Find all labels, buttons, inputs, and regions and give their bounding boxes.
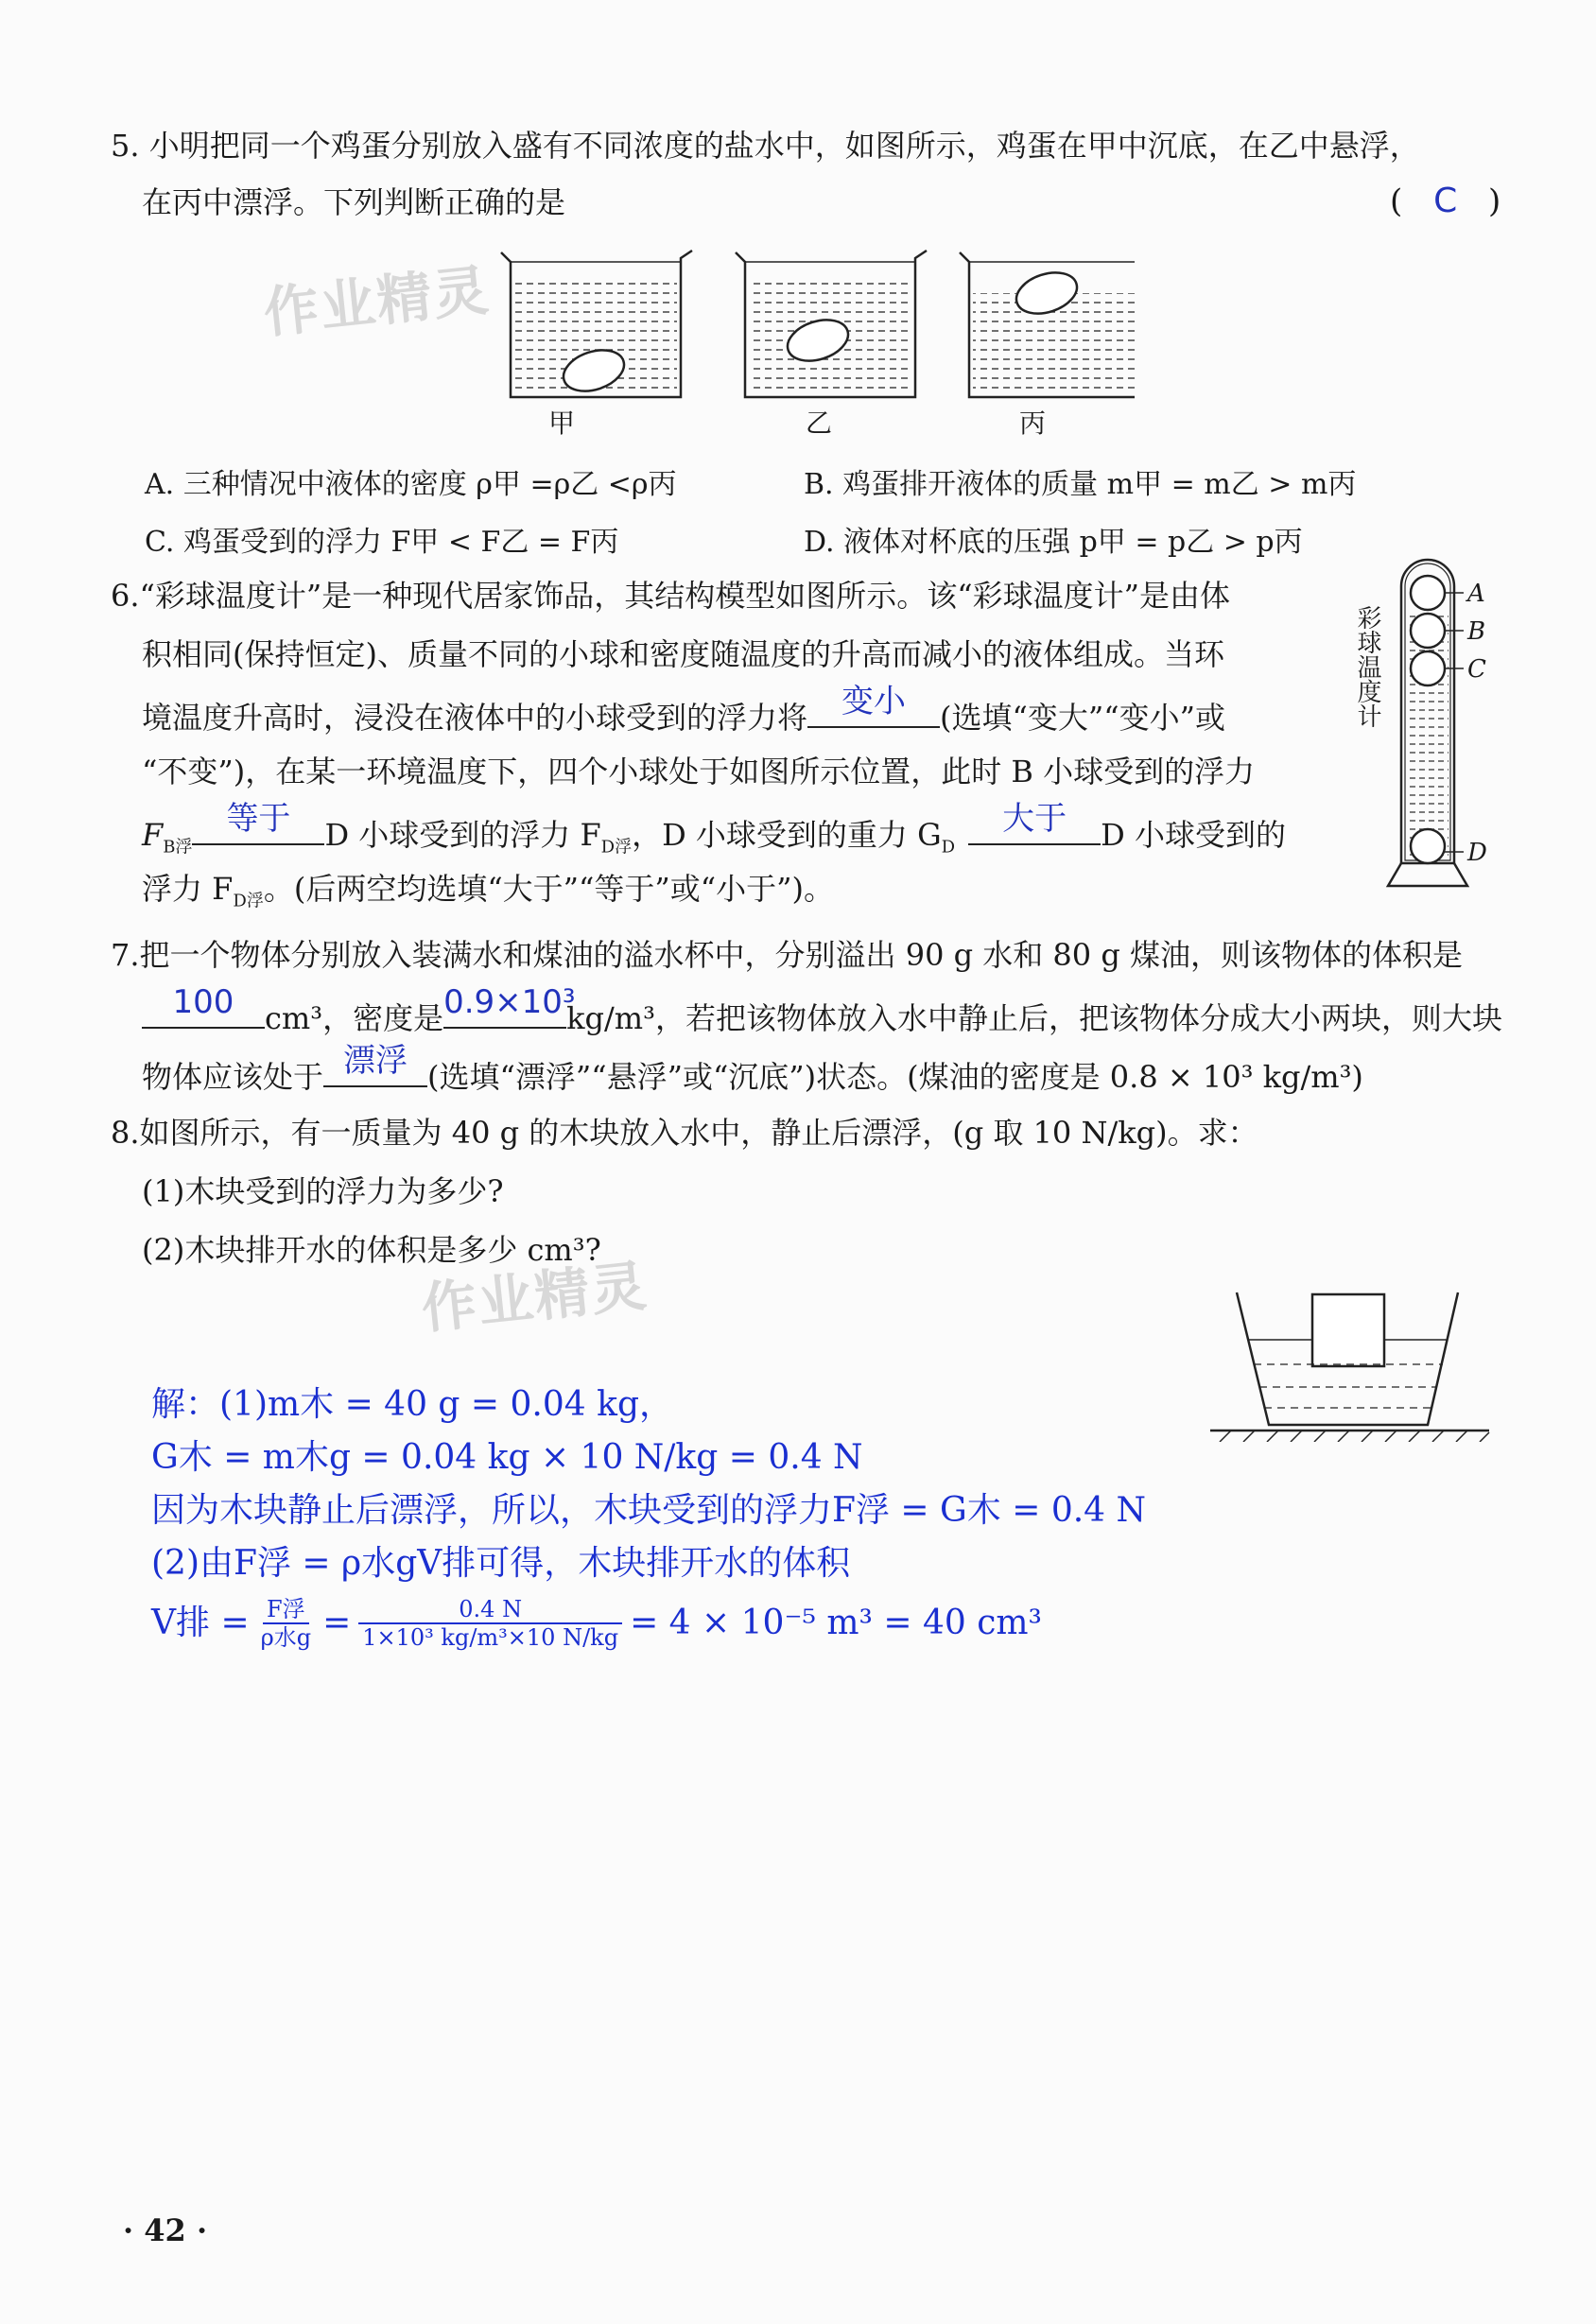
ball-label-c: C xyxy=(1467,655,1486,684)
q6-line5 xyxy=(142,800,1286,868)
q6-text-5c: ，D 小球受到的重力 G xyxy=(632,817,942,853)
solution-line2: G木 = m木g = 0.04 kg × 10 N/kg = 0.4 N xyxy=(151,1438,863,1477)
q6-text-1: “彩球温度计”是一种现代居家饰品，其结构模型如图所示。该“彩球温度计”是由体 xyxy=(139,578,1230,614)
q6-text-3a: 境温度升高时，浸没在液体中的小球受到的浮力将 xyxy=(142,700,808,736)
q8-number: 8. xyxy=(111,1115,140,1151)
q6-line1 xyxy=(111,575,1230,616)
beaker-label-yi: 乙 xyxy=(806,408,833,439)
q6-line6 xyxy=(142,868,834,922)
frac2-num: 0.4 N xyxy=(358,1596,622,1624)
q5-option-d: D. 液体对杯底的压强 p甲 = p乙 > p丙 xyxy=(804,526,1303,559)
ball-b xyxy=(1411,614,1445,648)
q6-text-3b: (选填“变大”“变小”或 xyxy=(940,700,1225,736)
q5-option-c: C. 鸡蛋受到的浮力 F甲 < F乙 = F丙 xyxy=(145,526,619,559)
solution-line3: 因为木块静止后漂浮，所以，木块受到的浮力F浮 = G木 = 0.4 N xyxy=(151,1491,1147,1530)
page-number: · 42 · xyxy=(123,2212,208,2248)
q7-text-3b: (选填“漂浮”“悬浮”或“沉底”)状态。(煤油的密度是 0.8 × 10³ kg/m³) xyxy=(427,1059,1363,1095)
q6-answer-2: 等于 xyxy=(226,800,291,838)
solution-lhs: V排 = xyxy=(151,1604,250,1642)
q7-answer-2: 0.9×10³ xyxy=(443,983,576,1021)
q7-blank-3 xyxy=(323,1042,427,1087)
q8-line1 xyxy=(111,1112,1258,1153)
q6-line4: “不变”)，在某一环境温度下，四个小球处于如图所示位置，此时 B 小球受到的浮力 xyxy=(142,754,1256,789)
q6-fd-sub-2: D浮 xyxy=(233,891,264,911)
q7-text-2b: kg/m³，若把该物体放入水中静止后，把该物体分成大小两块，则大块 xyxy=(566,1000,1502,1036)
q6-fb-sub: B浮 xyxy=(163,837,193,858)
ball-label-b: B xyxy=(1467,617,1486,646)
q6-fd-sub: D浮 xyxy=(600,837,633,858)
frac1-den: ρ水g xyxy=(260,1624,312,1651)
q7-line1 xyxy=(111,934,1463,976)
paren-close: ) xyxy=(1488,182,1501,220)
q7-line3 xyxy=(142,1042,1363,1098)
q7-line2 xyxy=(142,983,1502,1039)
q8-sub1: (1)木块受到的浮力为多少? xyxy=(142,1173,504,1209)
q5-answer: C xyxy=(1433,182,1458,220)
paren-open: ( xyxy=(1390,182,1403,220)
wood-block-figure xyxy=(1210,1291,1494,1442)
q6-answer-3: 大于 xyxy=(1002,800,1067,838)
q5-option-a: A. 三种情况中液体的密度 ρ甲 =ρ乙 <ρ丙 xyxy=(145,468,677,501)
ball-a xyxy=(1411,576,1445,610)
q7-blank-1 xyxy=(142,983,265,1029)
solution-frac2 xyxy=(362,1596,618,1651)
q7-text-1: 把一个物体分别放入装满水和煤油的溢水杯中，分别溢出 90 g 水和 80 g 煤油，则该物体的体积是 xyxy=(139,937,1463,973)
q8-sub2: (2)木块排开水的体积是多少 cm³? xyxy=(142,1232,601,1268)
beaker-yi xyxy=(736,251,927,397)
beaker-bing xyxy=(960,251,1135,397)
solution-line1: 解：(1)m木 = 40 g = 0.04 kg， xyxy=(151,1385,673,1424)
q5-number: 5. xyxy=(111,128,140,164)
solution-line5 xyxy=(151,1596,1042,1651)
frac1-num: F浮 xyxy=(263,1596,309,1624)
q6-text-6: 浮力 F xyxy=(142,871,234,907)
q6-line2: 积相同(保持恒定)、质量不同的小球和密度随温度的升高而减小的液体组成。当环 xyxy=(142,636,1224,672)
thermometer-caption: 彩球温度计 xyxy=(1353,605,1381,728)
beaker-label-bing: 丙 xyxy=(1019,408,1047,439)
q6-text-5d: D 小球受到的 xyxy=(1101,817,1286,853)
q6-blank-2 xyxy=(192,800,324,845)
q6-blank-3 xyxy=(968,800,1101,845)
ball-d xyxy=(1411,829,1445,863)
solution-rhs: = 4 × 10⁻⁵ m³ = 40 cm³ xyxy=(630,1604,1042,1642)
q6-fb: F xyxy=(142,817,164,853)
q6-text-5b: D 小球受到的浮力 F xyxy=(324,817,601,853)
ball-label-a: A xyxy=(1467,580,1485,608)
q5-option-b: B. 鸡蛋排开液体的质量 m甲 = m乙 > m丙 xyxy=(804,468,1357,501)
q6-line3 xyxy=(142,683,1225,738)
wood-block xyxy=(1312,1294,1384,1366)
q5-text-1: 小明把同一个鸡蛋分别放入盛有不同浓度的盐水中，如图所示，鸡蛋在甲中沉底，在乙中悬浮， xyxy=(148,128,1420,164)
beaker-jia xyxy=(501,251,692,398)
q6-text-6b: 。(后两空均选填“大于”“等于”或“小于”)。 xyxy=(263,871,834,907)
q6-number: 6. xyxy=(111,578,140,614)
q7-text-2a: cm³，密度是 xyxy=(265,1000,444,1036)
q6-blank-1 xyxy=(807,683,940,728)
watermark: 作业精灵 xyxy=(418,1253,651,1342)
q7-blank-2 xyxy=(443,983,576,1029)
equals: = xyxy=(322,1604,352,1642)
frac2-den: 1×10³ kg/m³×10 N/kg xyxy=(362,1624,619,1651)
q6-gd-sub: D xyxy=(941,837,956,858)
q7-answer-1: 100 xyxy=(172,983,234,1021)
q5-line2: 在丙中漂浮。下列判断正确的是 xyxy=(142,184,566,220)
ball-c xyxy=(1411,651,1445,685)
solution-frac1 xyxy=(261,1596,311,1651)
watermark: 作业精灵 xyxy=(260,257,494,346)
q7-text-3a: 物体应该处于 xyxy=(142,1059,324,1095)
q6-answer-1: 变小 xyxy=(841,683,907,720)
q8-text-1: 如图所示，有一质量为 40 g 的木块放入水中，静止后漂浮，(g 取 10 N/kg)。求： xyxy=(139,1115,1258,1151)
q7-answer-3: 漂浮 xyxy=(343,1042,408,1080)
q5-line1 xyxy=(111,125,1420,166)
q5-answer-paren xyxy=(1390,182,1501,220)
q7-number: 7. xyxy=(111,937,140,973)
ball-label-d: D xyxy=(1467,839,1487,867)
solution-line4: (2)由F浮 = ρ水gV排可得，木块排开水的体积 xyxy=(151,1544,851,1583)
beaker-label-jia: 甲 xyxy=(548,408,576,439)
